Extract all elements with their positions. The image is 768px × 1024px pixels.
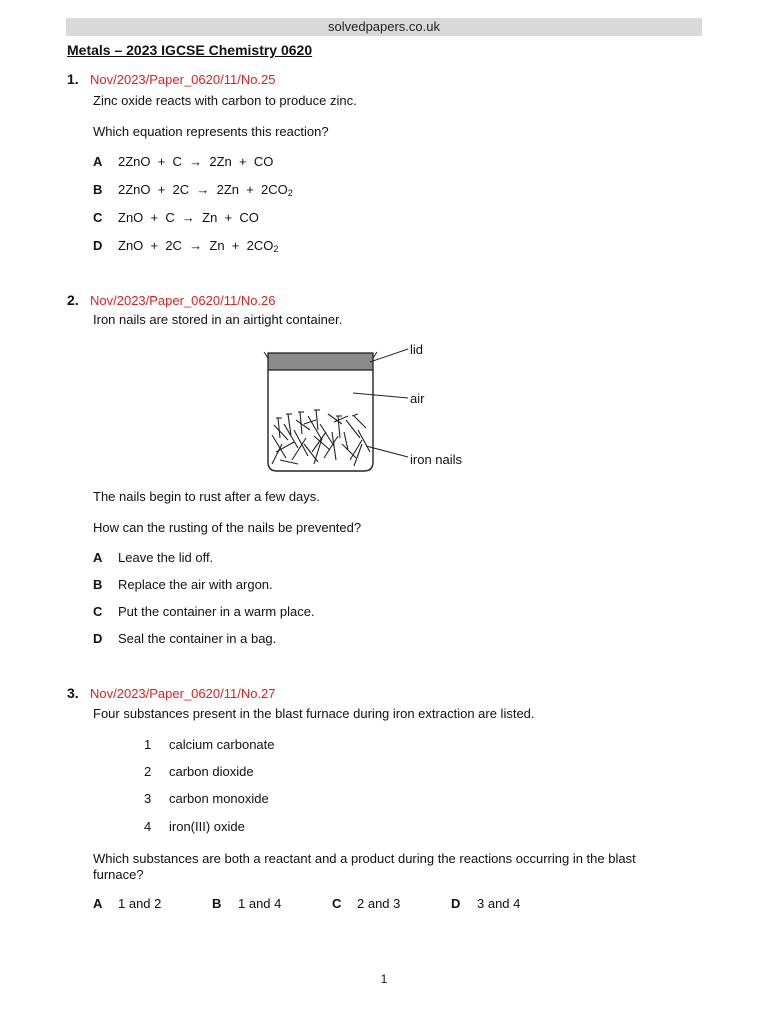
lid-leader-line	[370, 349, 408, 362]
q2-option-a-text: Leave the lid off.	[118, 550, 214, 565]
q3-option-c-letter: C	[332, 896, 342, 911]
q2-option-b-letter: B	[93, 577, 103, 592]
q3-option-b-letter: B	[212, 896, 222, 911]
q1-number: 1.	[67, 71, 79, 87]
q1-option-c-letter: C	[93, 210, 103, 225]
nails-leader-line	[366, 446, 408, 457]
document-title: Metals – 2023 IGCSE Chemistry 0620	[67, 42, 313, 58]
q1-option-c-text: ZnO + C → Zn + CO	[118, 210, 259, 225]
q3-option-a-letter: A	[93, 896, 103, 911]
q1-stem: Zinc oxide reacts with carbon to produce zinc.	[93, 93, 357, 108]
airtight-container-diagram	[258, 340, 488, 480]
q1-option-a-letter: A	[93, 154, 103, 169]
q2-question: How can the rusting of the nails be prevented?	[93, 520, 362, 535]
q2-option-a-letter: A	[93, 550, 103, 565]
q3-question-line-2: furnace?	[93, 867, 144, 882]
q1-option-b-text: $2ZnO + 2C \to 2Zn + 2CO_2$	[118, 182, 293, 198]
q3-list-number-2: 2	[144, 764, 152, 779]
q3-option-a-text: 1 and 2	[118, 896, 162, 911]
iron-nails-pile	[272, 410, 370, 466]
q3-list-number-4: 4	[144, 819, 152, 834]
q1-option-d-letter: D	[93, 238, 103, 253]
jar-lid	[268, 353, 373, 370]
q3-option-d-letter: D	[451, 896, 461, 911]
q3-list-item-1: calcium carbonate	[169, 737, 275, 752]
site-banner: solvedpapers.co.uk	[66, 18, 702, 36]
q3-question-line-1: Which substances are both a reactant and a product during the reactions occurring in the blast	[93, 851, 636, 866]
q1-option-a-text: 2ZnO + C → 2Zn + CO	[118, 154, 274, 169]
label-lid: lid	[410, 342, 424, 357]
q2-option-b-text: Replace the air with argon.	[118, 577, 273, 592]
q3-reference: Nov/2023/Paper_0620/11/No.27	[90, 686, 276, 701]
q3-number: 3.	[67, 685, 79, 701]
q3-stem: Four substances present in the blast furnace during iron extraction are listed.	[93, 706, 535, 721]
q2-option-c-letter: C	[93, 604, 103, 619]
q2-option-c-text: Put the container in a warm place.	[118, 604, 315, 619]
q2-option-d-text: Seal the container in a bag.	[118, 631, 277, 646]
q2-observation: The nails begin to rust after a few days.	[93, 489, 320, 504]
q1-question: Which equation represents this reaction?	[93, 124, 329, 139]
q1-option-d-text: ZnO + $2C \to Zn + 2CO_2$	[118, 238, 279, 254]
label-air: air	[410, 391, 425, 406]
q3-list-number-3: 3	[144, 791, 152, 806]
q1-reference: Nov/2023/Paper_0620/11/No.25	[90, 72, 276, 87]
q3-list-item-3: carbon monoxide	[169, 791, 269, 806]
q3-list-number-1: 1	[144, 737, 152, 752]
air-leader-line	[353, 393, 408, 398]
page-number: 1	[380, 972, 388, 986]
q3-list-item-2: carbon dioxide	[169, 764, 254, 779]
label-iron-nails: iron nails	[410, 452, 463, 467]
q2-number: 2.	[67, 292, 79, 308]
q3-option-b-text: 1 and 4	[238, 896, 282, 911]
q3-option-c-text: 2 and 3	[357, 896, 401, 911]
q1-option-b-letter: B	[93, 182, 103, 197]
q3-list-item-4: iron(III) oxide	[169, 819, 245, 834]
q3-option-d-text: 3 and 4	[477, 896, 521, 911]
q2-stem: Iron nails are stored in an airtight container.	[93, 312, 343, 327]
q2-reference: Nov/2023/Paper_0620/11/No.26	[90, 293, 276, 308]
q2-option-d-letter: D	[93, 631, 103, 646]
